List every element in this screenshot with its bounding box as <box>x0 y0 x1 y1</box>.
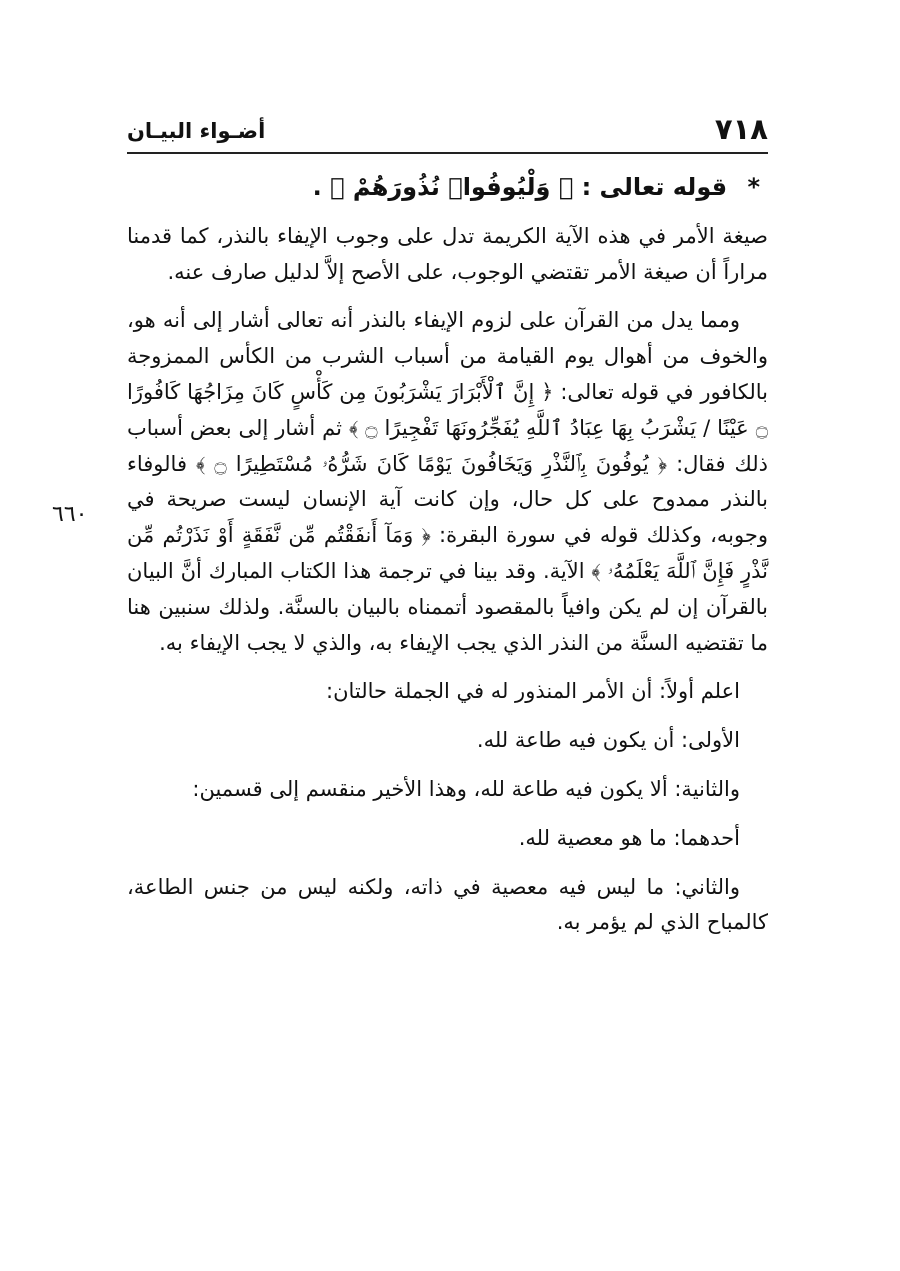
paragraph: والثانية: ألا يكون فيه طاعة لله، وهذا الأخير منقسم إلى قسمين: <box>192 776 740 801</box>
paragraph: ومما يدل من القرآن على لزوم الإيفاء بالنذر أنه تعالى أشار إلى أنه هو، والخوف من أهوال يوم القيامة من أسباب الشرب من الكأس الممزوجة بالكافور في قوله تعالى: ﴿ إِنَّ ٱلْأَبْرَارَ يَشْرَبُونَ مِن كَأْسٍ كَانَ مِزَاجُهَا كَافُورًا ۝ عَيْنًا / يَشْرَبُ بِهَا عِبَادُ ٱللَّهِ يُفَجِّرُونَهَا تَفْجِيرًا ۝ ﴾ ثم أشار إلى بعض أسباب ذلك فقال: ﴿ يُوفُونَ بِٱلنَّذْرِ وَيَخَافُونَ يَوْمًا كَانَ شَرُّهُۥ مُسْتَطِيرًا ۝ ﴾ فالوفاء بالنذر ممدوح على كل حال، وإن كانت آية الإنسان ليست صريحة في وجوبه، وكذلك قوله في سورة البقرة: ﴿ وَمَآ أَنفَقْتُم مِّن نَّفَقَةٍ أَوْ نَذَرْتُم مِّن نَّذْرٍ فَإِنَّ ٱللَّهَ يَعْلَمُهُۥ ﴾ الآية. وقد بينا في ترجمة هذا الكتاب المبارك أنَّ البيان بالقرآن إن لم يكن وافياً بالمقصود أتممناه بالبيان بالسنَّة. ولذلك سنبين هنا ما تقتضيه السنَّة من النذر الذي يجب الإيفاء به، والذي لا يجب الإيفاء به. <box>127 308 768 655</box>
page-number: ٧١٨ <box>714 112 768 146</box>
heading-verse: ﴿ وَلْيُوفُوا۟ نُذُورَهُمْ ﴾ <box>330 173 574 201</box>
heading-end: . <box>312 173 322 201</box>
paragraph: والثاني: ما ليس فيه معصية في ذاته، ولكنه ليس من جنس الطاعة، كالمباح الذي لم يؤمر به. <box>127 874 768 935</box>
section-heading <box>127 170 768 206</box>
paragraph: أحدهما: ما هو معصية لله. <box>518 825 740 850</box>
paragraph: الأولى: أن يكون فيه طاعة لله. <box>476 728 740 753</box>
heading-text: قوله تعالى : <box>581 173 728 201</box>
page-header <box>127 112 768 154</box>
paragraph: صيغة الأمر في هذه الآية الكريمة تدل على وجوب الإيفاء بالنذر، كما قدمنا مراراً أن صيغة الأمر تقتضي الوجوب، على الأصح إلاَّ لدليل صارف عنه. <box>127 223 768 284</box>
paragraph: اعلم أولاً: أن الأمر المنذور له في الجملة حالتان: <box>326 679 740 704</box>
page-body <box>127 170 768 954</box>
margin-note: ٦٦٠ <box>52 502 88 527</box>
star-icon: * <box>747 173 760 201</box>
book-title: أضـواء البيـان <box>127 119 266 143</box>
